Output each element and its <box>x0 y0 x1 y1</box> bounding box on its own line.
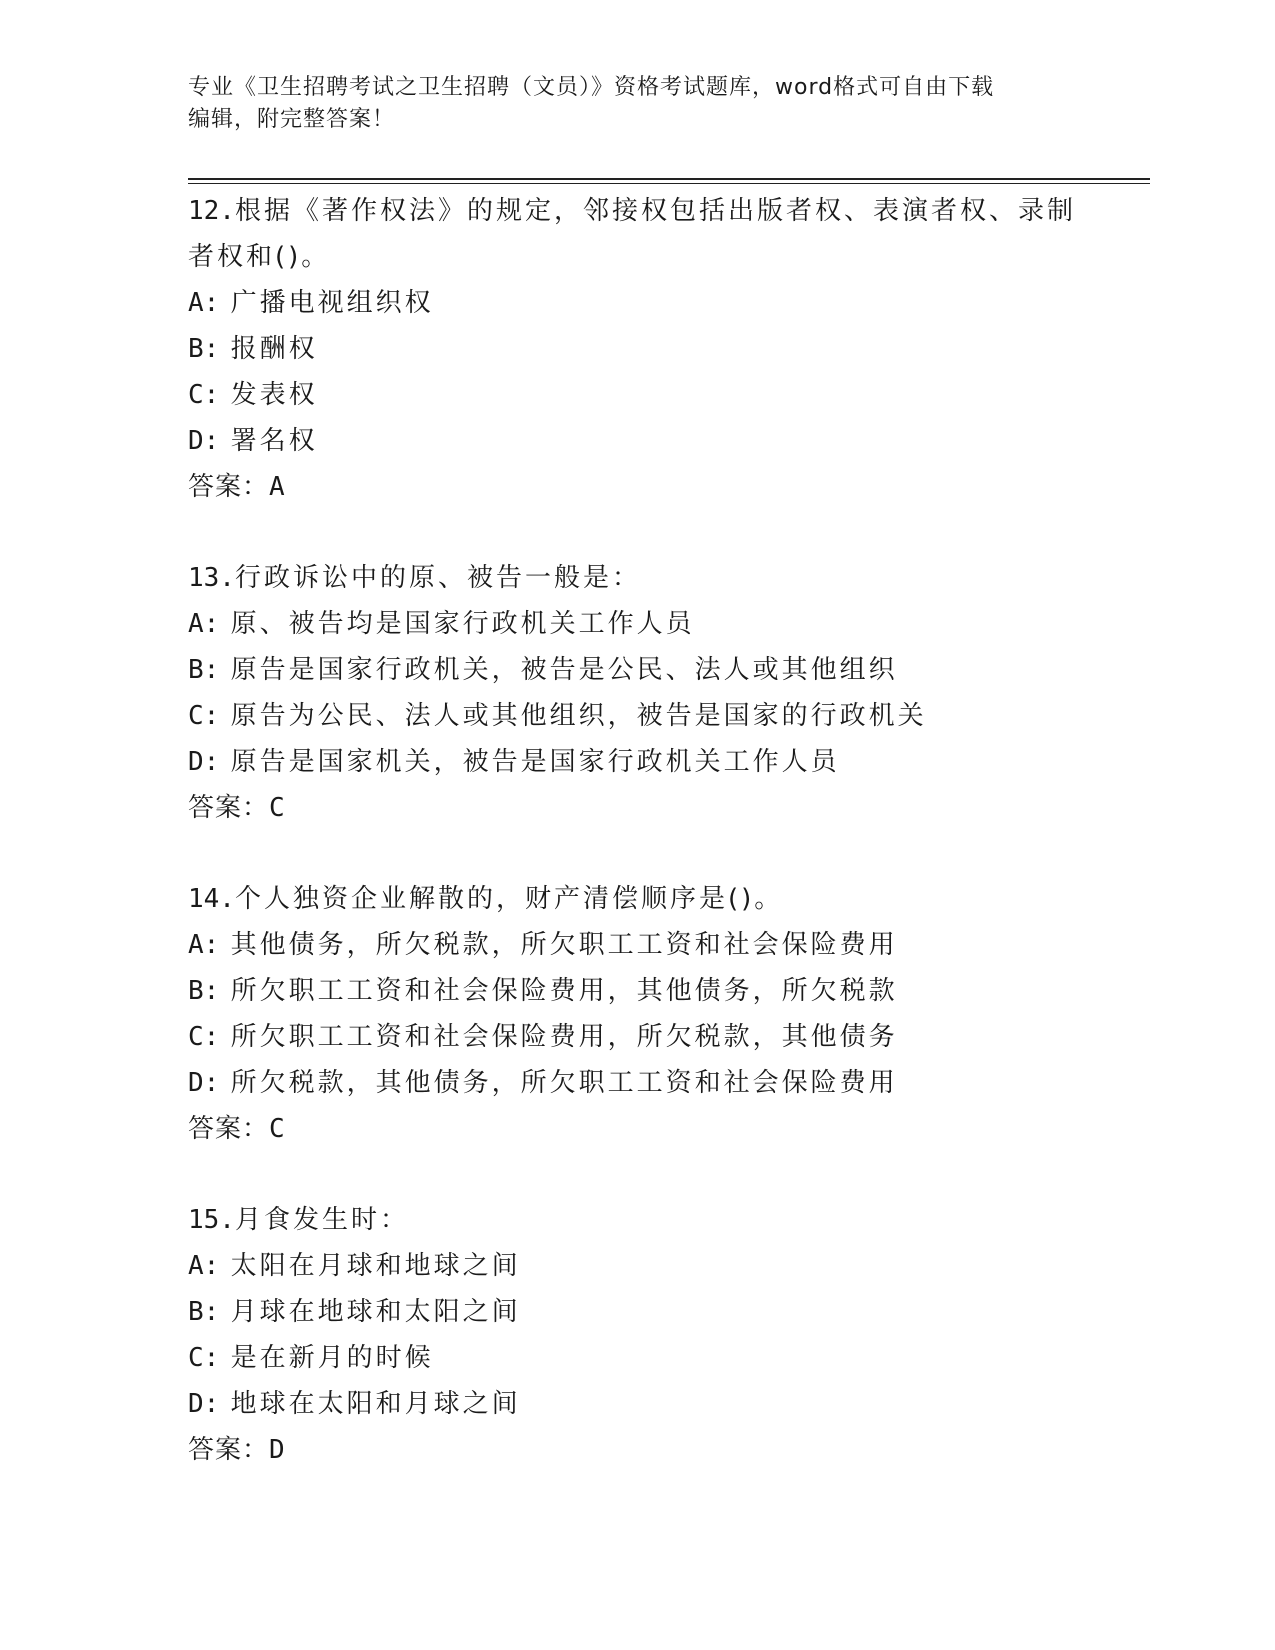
answer-line <box>188 785 1148 831</box>
question-number: 15. <box>188 1205 235 1235</box>
question-spacer <box>188 1152 1148 1197</box>
question-stem <box>188 188 1148 234</box>
question-spacer <box>188 831 1148 876</box>
question-12 <box>188 188 1148 510</box>
answer-line <box>188 464 1148 510</box>
option-letter: C: <box>188 380 220 410</box>
option-letter: D: <box>188 426 220 456</box>
option-text: 原告为公民、法人或其他组织，被告是国家的行政机关 <box>230 701 927 731</box>
option-a <box>188 922 1148 968</box>
option-text: 广播电视组织权 <box>230 288 434 318</box>
option-a <box>188 280 1148 326</box>
question-13 <box>188 555 1148 831</box>
option-letter: A: <box>188 1251 220 1281</box>
option-letter: D: <box>188 747 220 777</box>
option-letter: D: <box>188 1389 220 1419</box>
question-stem-line-2: 者权和()。 <box>188 242 331 272</box>
question-15 <box>188 1197 1148 1473</box>
document-header <box>188 72 1088 136</box>
option-letter: D: <box>188 1068 220 1098</box>
option-letter: A: <box>188 609 220 639</box>
option-letter: B: <box>188 976 220 1006</box>
option-text: 发表权 <box>230 380 318 410</box>
option-text: 月球在地球和太阳之间 <box>230 1297 521 1327</box>
question-stem-line-1: 个人独资企业解散的，财产清偿顺序是()。 <box>234 884 784 914</box>
option-letter: B: <box>188 1297 220 1327</box>
option-text: 原告是国家行政机关，被告是公民、法人或其他组织 <box>230 655 898 685</box>
answer-label: 答案： <box>188 1114 270 1144</box>
option-c <box>188 1014 1148 1060</box>
question-stem <box>188 555 1148 601</box>
question-stem <box>188 1197 1148 1243</box>
option-a <box>188 601 1148 647</box>
option-a <box>188 1243 1148 1289</box>
option-text: 太阳在月球和地球之间 <box>230 1251 521 1281</box>
option-c <box>188 1335 1148 1381</box>
option-letter: B: <box>188 655 220 685</box>
option-letter: C: <box>188 1022 220 1052</box>
option-text: 报酬权 <box>230 334 318 364</box>
question-spacer <box>188 510 1148 555</box>
option-letter: C: <box>188 1343 220 1373</box>
header-divider-thick <box>188 178 1150 180</box>
question-stem-line-1: 根据《著作权法》的规定，邻接权包括出版者权、表演者权、录制 <box>234 196 1076 226</box>
option-text: 原告是国家机关，被告是国家行政机关工作人员 <box>230 747 840 777</box>
answer-value: C <box>269 793 286 823</box>
option-d <box>188 1381 1148 1427</box>
question-number: 13. <box>188 563 235 593</box>
option-b <box>188 1289 1148 1335</box>
option-letter: A: <box>188 288 220 318</box>
option-text: 所欠职工工资和社会保险费用，所欠税款，其他债务 <box>230 1022 898 1052</box>
header-line-2: 编辑，附完整答案！ <box>188 107 396 132</box>
option-letter: B: <box>188 334 220 364</box>
question-stem-line-1: 月食发生时： <box>234 1205 409 1235</box>
option-text: 署名权 <box>230 426 318 456</box>
answer-label: 答案： <box>188 1435 270 1465</box>
option-text: 原、被告均是国家行政机关工作人员 <box>230 609 695 639</box>
question-number: 12. <box>188 196 235 226</box>
option-text: 所欠税款，其他债务，所欠职工工资和社会保险费用 <box>230 1068 898 1098</box>
option-d <box>188 739 1148 785</box>
option-b <box>188 647 1148 693</box>
option-letter: A: <box>188 930 220 960</box>
option-d <box>188 1060 1148 1106</box>
answer-label: 答案： <box>188 472 270 502</box>
option-text: 地球在太阳和月球之间 <box>230 1389 521 1419</box>
header-line-1: 专业《卫生招聘考试之卫生招聘（文员）》资格考试题库，word格式可自由下载 <box>188 75 995 100</box>
question-stem-line-1: 行政诉讼中的原、被告一般是： <box>234 563 641 593</box>
option-d <box>188 418 1148 464</box>
option-text: 是在新月的时候 <box>230 1343 434 1373</box>
option-b <box>188 326 1148 372</box>
option-b <box>188 968 1148 1014</box>
option-letter: C: <box>188 701 220 731</box>
option-c <box>188 372 1148 418</box>
header-divider-thin <box>188 183 1150 184</box>
question-stem <box>188 876 1148 922</box>
answer-value: C <box>269 1114 286 1144</box>
answer-line <box>188 1106 1148 1152</box>
option-text: 其他债务，所欠税款，所欠职工工资和社会保险费用 <box>230 930 898 960</box>
question-14 <box>188 876 1148 1152</box>
answer-label: 答案： <box>188 793 270 823</box>
answer-value: A <box>269 472 286 502</box>
answer-value: D <box>269 1435 286 1465</box>
question-number: 14. <box>188 884 235 914</box>
question-list <box>188 188 1148 1473</box>
answer-line <box>188 1427 1148 1473</box>
option-c <box>188 693 1148 739</box>
option-text: 所欠职工工资和社会保险费用，其他债务，所欠税款 <box>230 976 898 1006</box>
